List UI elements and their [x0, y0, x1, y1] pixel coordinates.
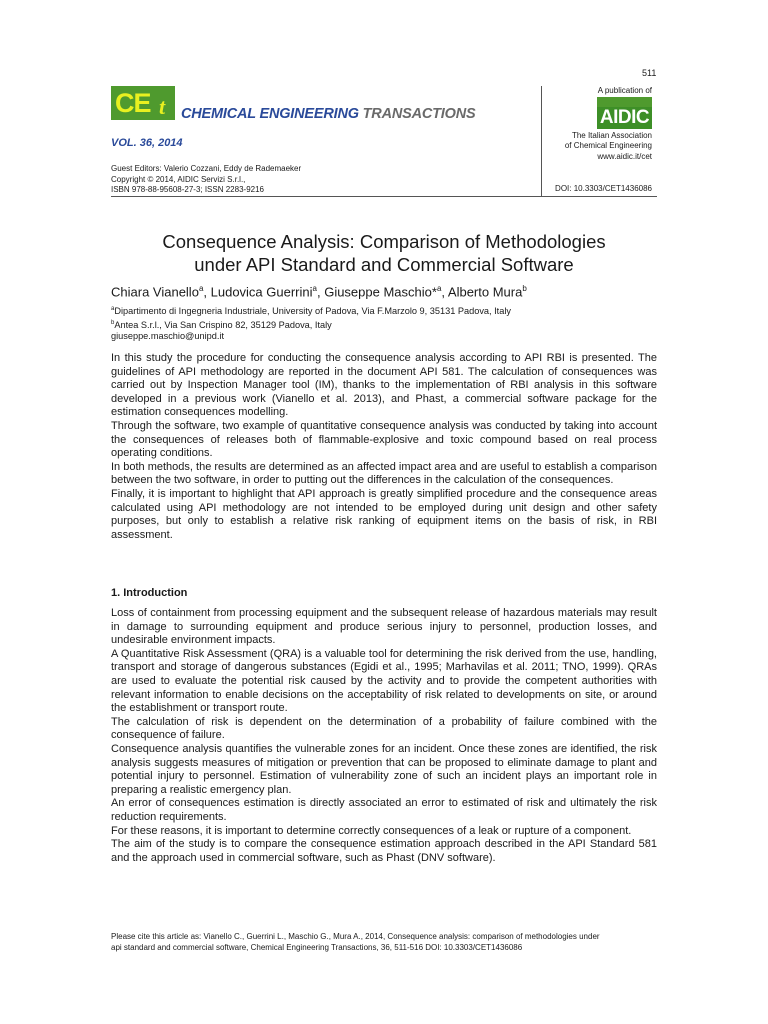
isbn: ISBN 978-88-95608-27-3; ISSN 2283-9216	[111, 185, 264, 195]
article-title-line: under API Standard and Commercial Software	[194, 254, 574, 275]
affiliation-sup: b	[111, 319, 115, 326]
abstract-paragraph: In this study the procedure for conducting the consequence analysis according to API RBI is presented. The guidelines of API methodology are reported in the document API 581. The calculation of consequences was carried out by Inspection Manager tool (IM), thanks to the implementation of RBI analysis in this software developed in a previous work (Vianello et al. 2013), and Phast, a commercial software package for the estimation consequences modelling.	[111, 352, 657, 419]
author-name: Chiara Vianello	[111, 284, 199, 300]
copyright: Copyright © 2014, AIDIC Servizi S.r.l.,	[111, 174, 246, 184]
author-sup: b	[522, 284, 527, 293]
author-separator: ,	[316, 284, 325, 300]
abstract	[111, 352, 657, 542]
introduction	[111, 607, 657, 865]
citation-line: api standard and commercial software, Chemical Engineering Transactions, 36, 511-516 DOI: 10.3303/CET1436086	[111, 942, 523, 952]
intro-paragraph: An error of consequences estimation is directly associated an error to estimated of risk and ultimately the risk reduction requirements.	[111, 797, 657, 823]
author-name: Giuseppe Maschio*	[324, 284, 437, 300]
intro-paragraph: The calculation of risk is dependent on the determination of a probability of failure combined with the consequence of failure.	[111, 715, 657, 742]
article-title-line: Consequence Analysis: Comparison of Methodologies	[162, 231, 606, 252]
author-sup: a	[312, 284, 317, 293]
header-divider-horizontal	[111, 196, 657, 197]
affiliation-line	[111, 304, 511, 318]
affiliations	[111, 304, 511, 343]
citation-line: Please cite this article as: Vianello C., Guerrini L., Maschio G., Mura A., 2014, Consequence analysis: comparison of methodologies under	[111, 932, 600, 941]
journal-title-part2: TRANSACTIONS	[362, 106, 476, 122]
association-info	[540, 131, 652, 162]
author-sup: a	[436, 284, 442, 293]
abstract-paragraph: In both methods, the results are determined as an affected impact area and are useful to establish a comparison between the two software, in order to putting out the differences in the calculation of the consequences.	[111, 460, 657, 487]
doi: DOI: 10.3303/CET1436086	[555, 184, 652, 193]
abstract-paragraph: Through the software, two example of quantitative consequence analysis was conducted by taking into account the consequences of releases both of flammable-explosive and toxic compound based on real process operating conditions.	[111, 419, 657, 460]
intro-paragraph: The aim of the study is to compare the consequence estimation approach described in the API Standard 581 and the approach used in commercial software, such as Phast (DNV software).	[111, 838, 657, 864]
section-heading: 1. Introduction	[111, 587, 188, 599]
aidic-logo	[597, 97, 652, 129]
intro-paragraph: For these reasons, it is important to determine correctly consequences of a leak or rupture of a component.	[111, 824, 632, 837]
intro-paragraph: Loss of containment from processing equipment and the subsequent release of hazardous materials may result in damage to surrounding equipment and produce serious injury to personnel, production losses, and undesirable environment impacts.	[111, 607, 657, 647]
author-separator: ,	[441, 284, 448, 300]
association-line: The Italian Association	[571, 131, 652, 140]
cet-logo	[111, 86, 175, 120]
journal-title-part1: CHEMICAL ENGINEERING	[181, 106, 363, 122]
cet-logo-t: t	[159, 94, 166, 119]
affiliation-line	[111, 318, 511, 332]
editorial-info	[111, 164, 301, 196]
affiliation-text: Antea S.r.l., Via San Crispino 82, 35129 Padova, Italy	[114, 319, 332, 330]
article-title	[100, 230, 668, 276]
intro-paragraph: A Quantitative Risk Assessment (QRA) is a valuable tool for determining the risk derived from the use, handling, transport and storage of dangerous substances (Egidi et al., 1995; Marhavilas et al. 2011; TNO, 1999). QRAs are used to evaluate the potential risk caused by the activity and to provide the competent authorities with relevant information to enable decisions on the acceptability of risk related to developments on site, or around the establishment or transport route.	[111, 647, 657, 715]
association-line: of Chemical Engineering	[564, 141, 652, 151]
author-list	[111, 284, 527, 299]
abstract-paragraph: Finally, it is important to highlight that API approach is greatly simplified procedure and the consequence areas calculated using API methodology are not intended to be employed during unit design and other safety purposes, but only to establish a relative risk ranking of equipment items on the basis of risk, in RBI assessment.	[111, 487, 657, 541]
author-name: Alberto Mura	[447, 284, 523, 300]
guest-editors: Guest Editors: Valerio Cozzani, Eddy de Rademaeker	[111, 164, 302, 173]
corresponding-email[interactable]: giuseppe.maschio@unipd.it	[111, 331, 225, 342]
affiliation-sup: a	[111, 306, 115, 312]
author-separator: ,	[203, 284, 211, 300]
association-url[interactable]: www.aidic.it/cet	[597, 151, 652, 161]
cet-logo-letters: CE	[115, 88, 151, 118]
author-name: Ludovica Guerrini	[210, 284, 313, 300]
volume-label: VOL. 36, 2014	[111, 137, 183, 149]
citation-footer	[111, 932, 671, 953]
affiliation-text: Dipartimento di Ingegneria Industriale, University of Padova, Via F.Marzolo 9, 35131 Padova, Italy	[114, 306, 511, 317]
publication-of: A publication of	[597, 86, 652, 95]
page-number: 511	[642, 68, 657, 78]
aidic-logo-text: AIDIC	[599, 107, 650, 128]
intro-paragraph: Consequence analysis quantifies the vulnerable zones for an incident. Once these zones are identified, the risk analysis suggests measures of mitigation or prevention that can be proposed to eliminate damage to plant and potential injury to personnel. Estimation of vulnerability zone of such an incident plays an important role in preparing a realistic emergency plan.	[111, 742, 657, 796]
author-sup: a	[198, 284, 204, 293]
journal-title	[181, 106, 475, 122]
aidic-logo-top	[597, 97, 652, 107]
